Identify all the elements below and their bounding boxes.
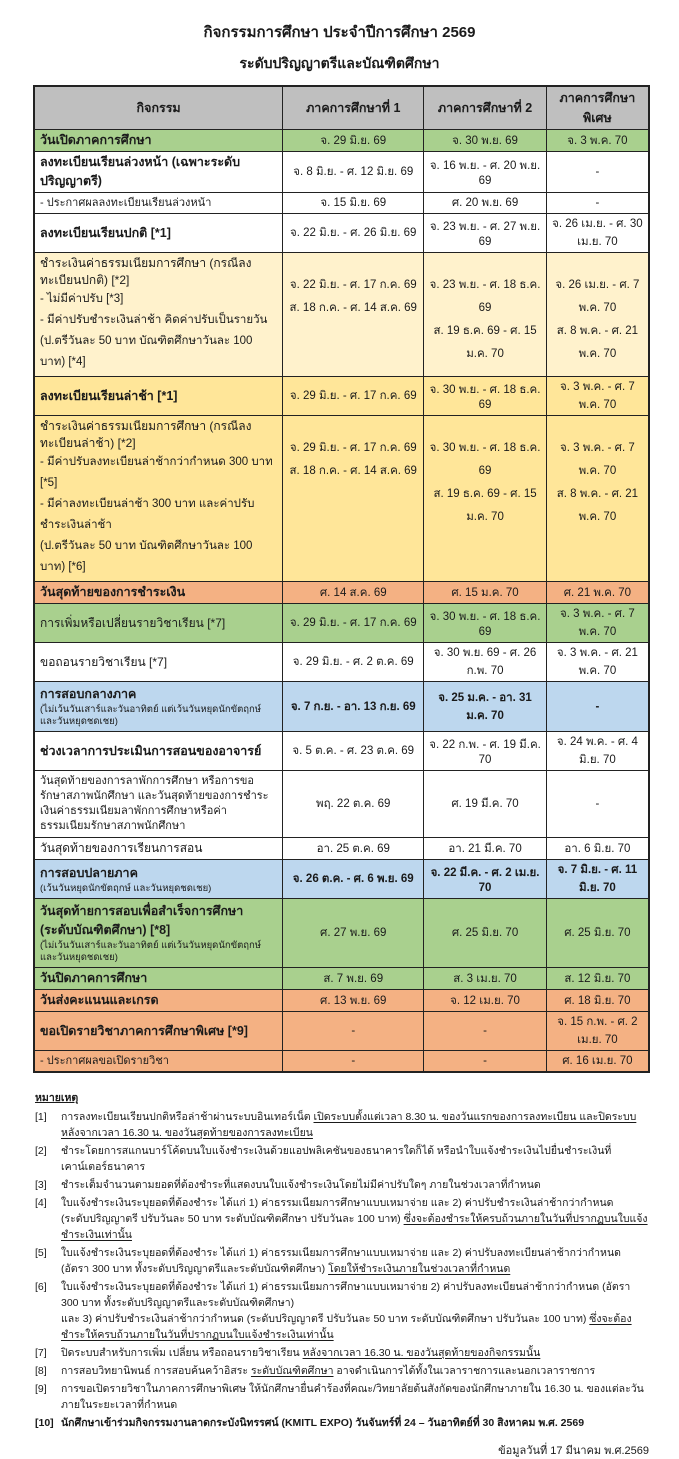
activity-label: วันเปิดภาคการศึกษา (40, 133, 152, 147)
table-row (35, 193, 648, 214)
activity-cell (35, 860, 283, 898)
date-range: ส. 19 ธ.ค. 69 - ศ. 15 ม.ค. 70 (433, 325, 537, 360)
date-range: จ. 26 เม.ย. - ศ. 7 พ.ค. 70 (555, 279, 640, 314)
date-range: ส. 18 ก.ค. - ศ. 14 ส.ค. 69 (289, 465, 417, 477)
note-segment: การสอบวิทยานิพนธ์ การสอบค้นคว้าอิสระ (61, 1365, 251, 1377)
academic-calendar-table (33, 85, 650, 1073)
note-segment: (ระดับปริญญาตรี ปรับวันละ 50 บาท ระดับบัณฑิตศึกษา ปรับวันละ 100 บาท) (61, 1213, 404, 1225)
note-line (61, 1195, 650, 1211)
activity-cell (35, 253, 283, 376)
data-date: ข้อมูลวันที่ 17 มีนาคม พ.ศ.2569 (498, 1445, 649, 1457)
note-number: [6] (35, 1281, 47, 1293)
note-segment: ชำระโดยการสแกนบาร์โค้ดบนใบแจ้งชำระเงินด้วยแอปพลิเคชันของธนาคารใดก็ได้ หรือนำใบแจ้งชำระเงินไปยื่นชำระเงินที่เคาน์เตอร์ธนาคาร (61, 1145, 612, 1173)
activity-label: วันส่งคะแนนและเกรด (40, 993, 159, 1007)
activity-cell (35, 377, 283, 415)
date-cell: จ. 12 เม.ย. 70 (424, 990, 547, 1011)
table-row (35, 771, 648, 838)
date-cell: จ. 3 พ.ค. 70 (567, 134, 628, 147)
note-segment: ระดับบัณฑิตศึกษา (250, 1365, 334, 1377)
activity-cell (35, 838, 283, 859)
note-segment: การขอเปิดรายวิชาในภาคการศึกษาพิเศษ ให้นักศึกษายื่นคำร้องที่คณะ/วิทยาลัยต้นสังกัดของนักศึกษาภายใน 16.30 น. ของแต่ละวันภายในระยะเวลาที่กำหนด (61, 1383, 644, 1411)
note-item (35, 1109, 650, 1141)
date-cell: ศ. 19 มี.ค. 70 (424, 771, 547, 837)
table-row (35, 990, 648, 1012)
table-row (35, 582, 648, 604)
activity-cell (35, 643, 283, 681)
date-range: จ. 30 พ.ย. - ศ. 18 ธ.ค. 69 (429, 442, 541, 477)
date-cell (283, 416, 424, 581)
note-item (35, 1195, 650, 1243)
activity-cell (35, 193, 283, 213)
date-cell: ศ. 25 มิ.ย. 70 (424, 899, 547, 967)
date-range: จ. 29 มิ.ย. - ศ. 17 ก.ค. 69 (289, 442, 417, 454)
date-cell: - (595, 700, 600, 713)
activity-subline: (ไม่เว้นวันเสาร์และวันอาทิตย์ แต่เว้นวันหยุดนักขัตฤกษ์และวันหยุดชดเชย) (40, 704, 262, 727)
activity-cell (35, 968, 283, 989)
note-line (61, 1381, 650, 1413)
date-cell: อา. 21 มี.ค. 70 (424, 838, 547, 859)
note-number: [10] (35, 1417, 54, 1429)
activity-subline: (ป.ตรีวันละ 50 บาท บัณฑิตศึกษาวันละ 100 บาท) [*4] (40, 335, 253, 368)
activity-label: การเพิ่มหรือเปลี่ยนรายวิชาเรียน [*7] (40, 615, 226, 630)
note-text (61, 1381, 650, 1413)
activity-label: - ประกาศผลขอเปิดรายวิชา (40, 1054, 169, 1067)
date-cell: จ. 3 พ.ค. - ศ. 7 พ.ค. 70 (560, 381, 635, 411)
note-line (61, 1363, 650, 1379)
note-text (61, 1177, 650, 1193)
note-text (61, 1143, 650, 1175)
note-segment: ซึ่งจะต้องชำระให้ครบถ้วนภายในวันที่ปรากฏบนใบแจ้งชำระเงินเท่านั้น (61, 1313, 632, 1341)
activity-label: ขอถอนรายวิชาเรียน [*7] (40, 654, 168, 669)
note-segment: อาจดำเนินการได้ทั้งในเวลาราชการและนอกเวลาราชการ (333, 1365, 596, 1377)
table-row (35, 1012, 648, 1051)
date-cell: จ. 30 พ.ย. - ศ. 18 ธ.ค. 69 (424, 604, 547, 642)
activity-label: การสอบปลายภาค (40, 865, 138, 880)
note-segment: ปิดระบบสำหรับการเพิ่ม เปลี่ยน หรือถอนรายวิชาเรียน (61, 1347, 303, 1359)
note-line (61, 1177, 650, 1193)
note-text (61, 1415, 650, 1431)
date-cell: จ. 22 ก.พ. - ศ. 19 มี.ค. 70 (424, 732, 547, 770)
table-row (35, 377, 648, 416)
note-segment: เปิดระบบตั้งแต่เวลา 8.30 น. ของวันแรกของการลงทะเบียน และปิดระบบหลังจากเวลา 16.30 น. ของวันสุดท้ายของการลงทะเบียน (61, 1111, 637, 1139)
date-cell: จ. 26 เม.ย. - ศ. 30 เม.ย. 70 (552, 218, 643, 248)
activity-label: ช่วงเวลาการประเมินการสอนของอาจารย์ (40, 743, 262, 758)
date-cell: - (424, 1051, 547, 1071)
note-text (61, 1279, 650, 1343)
date-cell: จ. 25 ม.ค. - อา. 31 ม.ค. 70 (424, 682, 547, 731)
activity-cell (35, 1012, 283, 1050)
date-cell: ศ. 16 เม.ย. 70 (562, 1055, 633, 1067)
note-segment: โดยให้ชำระเงินภายในช่วงเวลาที่กำหนด (328, 1263, 511, 1275)
activity-label: การสอบกลางภาค (40, 687, 137, 701)
note-segment: นักศึกษาเข้าร่วมกิจกรรมงานลาดกระบังนิทรรศน์ (KMITL EXPO) วันจันทร์ที่ 24 – วันอาทิตย์ที่ 30 สิงหาคม พ.ศ. 2569 (61, 1417, 585, 1429)
date-cell: จ. 16 พ.ย. - ศ. 20 พ.ย. 69 (424, 152, 547, 192)
activity-label: ลงทะเบียนเรียนปกติ [*1] (40, 225, 171, 240)
date-cell: จ. 30 พ.ย. 69 (424, 130, 547, 151)
table-row (35, 416, 648, 582)
date-cell: พฤ. 22 ต.ค. 69 (283, 771, 424, 837)
date-cell: ศ. 14 ส.ค. 69 (283, 582, 424, 603)
page-title: กิจกรรมการศึกษา ประจำปีการศึกษา 2569 (203, 24, 476, 41)
table-row (35, 860, 648, 899)
activity-subline: - ไม่มีค่าปรับ [*3] (40, 293, 124, 305)
activity-subline: (ไม่เว้นวันเสาร์และวันอาทิตย์ แต่เว้นวันหยุดนักขัตฤกษ์และวันหยุดชดเชย) (40, 940, 262, 963)
note-item (35, 1381, 650, 1413)
date-cell: จ. 29 มิ.ย. - ศ. 17 ก.ค. 69 (283, 377, 424, 415)
note-number: [2] (35, 1145, 47, 1157)
table-row (35, 968, 648, 990)
notes-section (35, 1089, 650, 1431)
date-range: จ. 23 พ.ย. - ศ. 18 ธ.ค. 69 (429, 279, 541, 314)
date-cell: จ. 15 ก.พ. - ศ. 2 เม.ย. 70 (557, 1016, 638, 1046)
note-segment: ชำระเต็มจำนวนตามยอดที่ต้องชำระที่แสดงบนใบแจ้งชำระเงินโดยไม่มีค่าปรับใดๆ ภายในช่วงเวลาที่กำหนด (61, 1179, 541, 1191)
column-header: ภาคการศึกษาที่ 2 (424, 87, 547, 129)
table-row (35, 899, 648, 968)
date-cell: - (424, 1012, 547, 1050)
note-number: [5] (35, 1247, 47, 1259)
note-segment: ใบแจ้งชำระเงินระบุยอดที่ต้องชำระ ได้แก่ 1) ค่าธรรมเนียมการศึกษาแบบเหมาจ่าย 2) ค่าปรับลงทะเบียนล่าช้ากว่ากำหนด (อัตรา 300 บาท ทั้งระดับปริญญาตรีและระดับบัณฑิตศึกษา) (61, 1281, 631, 1309)
note-number: [9] (35, 1383, 47, 1395)
date-cell: - (283, 1012, 424, 1050)
date-cell (424, 253, 547, 376)
date-cell: อา. 6 มิ.ย. 70 (564, 842, 631, 855)
note-item (35, 1363, 650, 1379)
activity-subline: - มีค่าลงทะเบียนล่าช้า 300 บาท และค่าปรับชำระเงินล่าช้า (40, 498, 255, 531)
activity-cell (35, 582, 283, 603)
note-item (35, 1279, 650, 1343)
activity-label: - ประกาศผลลงทะเบียนเรียนล่วงหน้า (40, 196, 212, 209)
date-cell: - (595, 166, 600, 178)
table-row (35, 682, 648, 732)
table-row (35, 643, 648, 682)
activity-cell (35, 604, 283, 642)
activity-cell (35, 1051, 283, 1071)
activity-subline: - มีค่าปรับลงทะเบียนล่าช้ากว่ากำหนด 300 บาท [*5] (40, 456, 273, 489)
activity-label: วันสุดท้ายการสอบเพื่อสำเร็จการศึกษา (ระดับบัณฑิตศึกษา) [*8] (40, 904, 244, 937)
note-line (61, 1311, 650, 1343)
date-cell: จ. 3 พ.ค. - ศ. 7 พ.ค. 70 (560, 608, 635, 638)
date-cell: จ. 26 ต.ค. - ศ. 6 พ.ย. 69 (283, 860, 424, 898)
date-cell: ศ. 13 พ.ย. 69 (283, 990, 424, 1011)
date-range: ส. 19 ธ.ค. 69 - ศ. 15 ม.ค. 70 (433, 488, 537, 523)
note-segment: การลงทะเบียนเรียนปกติหรือล่าช้าผ่านระบบอินเทอร์เน็ต (61, 1111, 314, 1123)
table-row (35, 838, 648, 860)
table-row (35, 214, 648, 253)
activity-cell (35, 152, 283, 192)
table-row (35, 604, 648, 643)
note-segment: ใบแจ้งชำระเงินระบุยอดที่ต้องชำระ ได้แก่ 1) ค่าธรรมเนียมการศึกษาแบบเหมาจ่าย และ 2) ค่าปรับชำระเงินล่าช้ากว่ากำหนด (61, 1197, 614, 1209)
activity-label: ลงทะเบียนเรียนล่าช้า [*1] (40, 388, 178, 403)
date-cell: จ. 22 มี.ค. - ศ. 2 เม.ย. 70 (424, 860, 547, 898)
date-range: ส. 8 พ.ค. - ศ. 21 พ.ค. 70 (556, 325, 639, 360)
note-text (61, 1109, 650, 1141)
note-line (61, 1261, 650, 1277)
date-cell: - (595, 798, 600, 810)
activity-cell (35, 732, 283, 770)
activity-subline: - มีค่าปรับชำระเงินล่าช้า คิดค่าปรับเป็นรายวัน (40, 314, 268, 326)
date-cell: ศ. 15 ม.ค. 70 (424, 582, 547, 603)
date-cell (424, 416, 547, 581)
activity-subline: (ป.ตรีวันละ 50 บาท บัณฑิตศึกษาวันละ 100 บาท) [*6] (40, 540, 253, 573)
note-segment: และ 3) ค่าปรับชำระเงินล่าช้ากว่ากำหนด (ระดับปริญญาตรี ปรับวันละ 50 บาท ระดับบัณฑิตศึกษา ปรับวันละ 100 บาท) (61, 1313, 590, 1325)
date-cell: ส. 7 พ.ย. 69 (283, 968, 424, 989)
activity-label: ลงทะเบียนเรียนล่วงหน้า (เฉพาะระดับปริญญาตรี) (40, 155, 241, 188)
page-subtitle: ระดับปริญญาตรีและบัณฑิตศึกษา (239, 55, 440, 71)
note-number: [7] (35, 1347, 47, 1359)
note-line (61, 1211, 650, 1243)
note-number: [8] (35, 1365, 47, 1377)
date-cell (283, 253, 424, 376)
activity-label: วันปิดภาคการศึกษา (40, 971, 148, 985)
activity-cell (35, 214, 283, 252)
date-cell: ศ. 21 พ.ค. 70 (563, 586, 632, 599)
activity-label: วันสุดท้ายของการเรียนการสอน (40, 841, 203, 855)
note-line (61, 1143, 650, 1175)
note-line (61, 1345, 650, 1361)
date-range: จ. 22 มิ.ย. - ศ. 17 ก.ค. 69 (289, 279, 417, 291)
date-cell: ส. 3 เม.ย. 70 (424, 968, 547, 989)
activity-label: วันสุดท้ายของการลาพักการศึกษา หรือการขอรักษาสภาพนักศึกษา และวันสุดท้ายของการชำระเงินค่าธรรมเนียมลาพักการศึกษาหรือค่าธรรมเนียมรักษาสภาพนักศึกษา (40, 775, 269, 832)
note-segment: ใบแจ้งชำระเงินระบุยอดที่ต้องชำระ ได้แก่ 1) ค่าธรรมเนียมการศึกษาแบบเหมาจ่าย และ 2) ค่าปรับลงทะเบียนล่าช้ากว่ากำหนด (61, 1247, 621, 1259)
column-header: ภาคการศึกษาที่ 1 (283, 87, 424, 129)
column-header: ภาคการศึกษาพิเศษ (559, 91, 636, 125)
table-row (35, 1051, 648, 1071)
date-cell: จ. 15 มิ.ย. 69 (283, 193, 424, 213)
date-cell: ศ. 25 มิ.ย. 70 (564, 927, 631, 939)
activity-cell (35, 899, 283, 967)
date-cell: จ. 7 ก.ย. - อา. 13 ก.ย. 69 (283, 682, 424, 731)
note-line (61, 1415, 650, 1431)
date-cell: จ. 24 พ.ค. - ศ. 4 มิ.ย. 70 (556, 736, 638, 766)
note-number: [3] (35, 1179, 47, 1191)
note-text (61, 1245, 650, 1277)
table-header-row (35, 87, 648, 130)
table-row (35, 732, 648, 771)
date-cell: - (283, 1051, 424, 1071)
date-cell: ศ. 27 พ.ย. 69 (283, 899, 424, 967)
table-row (35, 253, 648, 377)
date-cell: ศ. 18 มิ.ย. 70 (564, 994, 631, 1007)
activity-cell (35, 130, 283, 151)
activity-cell (35, 416, 283, 581)
activity-subline: (เว้นวันหยุดนักขัตฤกษ์ และวันหยุดชดเชย) (40, 882, 212, 894)
note-number: [4] (35, 1197, 47, 1209)
date-cell: จ. 29 มิ.ย. - ศ. 17 ก.ค. 69 (283, 604, 424, 642)
date-cell: จ. 7 มิ.ย. - ศ. 11 มิ.ย. 70 (557, 864, 638, 894)
notes-list (35, 1109, 650, 1431)
date-cell (547, 253, 648, 376)
note-item (35, 1245, 650, 1277)
note-number: [1] (35, 1111, 47, 1123)
activity-label: ชำระเงินค่าธรรมเนียมการศึกษา (กรณีลงทะเบียนล่าช้า) [*2] (40, 419, 252, 450)
note-text (61, 1345, 650, 1361)
note-item (35, 1177, 650, 1193)
date-cell: จ. 22 มิ.ย. - ศ. 26 มิ.ย. 69 (283, 214, 424, 252)
date-cell (547, 416, 648, 581)
date-range: ส. 18 ก.ค. - ศ. 14 ส.ค. 69 (289, 302, 417, 314)
activity-label: วันสุดท้ายของการชำระเงิน (40, 585, 186, 599)
date-cell: อา. 25 ต.ค. 69 (283, 838, 424, 859)
date-cell: ศ. 20 พ.ย. 69 (424, 193, 547, 213)
activity-cell (35, 682, 283, 731)
date-cell: จ. 30 พ.ย. 69 - ศ. 26 ก.พ. 70 (424, 643, 547, 681)
note-text (61, 1363, 650, 1379)
notes-title: หมายเหตุ (35, 1092, 79, 1104)
activity-label: ชำระเงินค่าธรรมเนียมการศึกษา (กรณีลงทะเบียนปกติ) [*2] (40, 256, 252, 287)
date-cell: จ. 3 พ.ค. - ศ. 21 พ.ค. 70 (556, 647, 638, 677)
note-line (61, 1109, 650, 1141)
date-cell: จ. 29 มิ.ย. - ศ. 2 ต.ค. 69 (283, 643, 424, 681)
note-line (61, 1279, 650, 1311)
date-cell: จ. 8 มิ.ย. - ศ. 12 มิ.ย. 69 (283, 152, 424, 192)
date-cell: จ. 5 ต.ค. - ศ. 23 ต.ค. 69 (283, 732, 424, 770)
note-item (35, 1415, 650, 1431)
table-row (35, 130, 648, 152)
date-range: จ. 3 พ.ค. - ศ. 7 พ.ค. 70 (560, 442, 635, 477)
table-row (35, 152, 648, 193)
note-line (61, 1245, 650, 1261)
column-header: กิจกรรม (35, 87, 283, 129)
date-cell: ส. 12 มิ.ย. 70 (564, 972, 631, 985)
note-segment: หลังจากเวลา 16.30 น. ของวันสุดท้ายของกิจกรรมนั้น (302, 1347, 541, 1359)
date-cell: จ. 29 มิ.ย. 69 (283, 130, 424, 151)
note-segment: (อัตรา 300 บาท ทั้งระดับปริญญาตรีและระดับบัณฑิตศึกษา) (61, 1263, 329, 1275)
activity-cell (35, 771, 283, 837)
date-cell: จ. 23 พ.ย. - ศ. 27 พ.ย. 69 (424, 214, 547, 252)
activity-cell (35, 990, 283, 1011)
note-segment: ซึ่งจะต้องชำระให้ครบถ้วนภายในวันที่ปรากฏบนใบแจ้งชำระเงินเท่านั้น (61, 1213, 648, 1241)
date-cell: - (595, 197, 600, 209)
activity-label: ขอเปิดรายวิชาภาคการศึกษาพิเศษ [*9] (40, 1023, 248, 1038)
date-range: ส. 8 พ.ค. - ศ. 21 พ.ค. 70 (556, 488, 639, 523)
note-item (35, 1345, 650, 1361)
note-item (35, 1143, 650, 1175)
date-cell: จ. 30 พ.ย. - ศ. 18 ธ.ค. 69 (424, 377, 547, 415)
note-text (61, 1195, 650, 1243)
